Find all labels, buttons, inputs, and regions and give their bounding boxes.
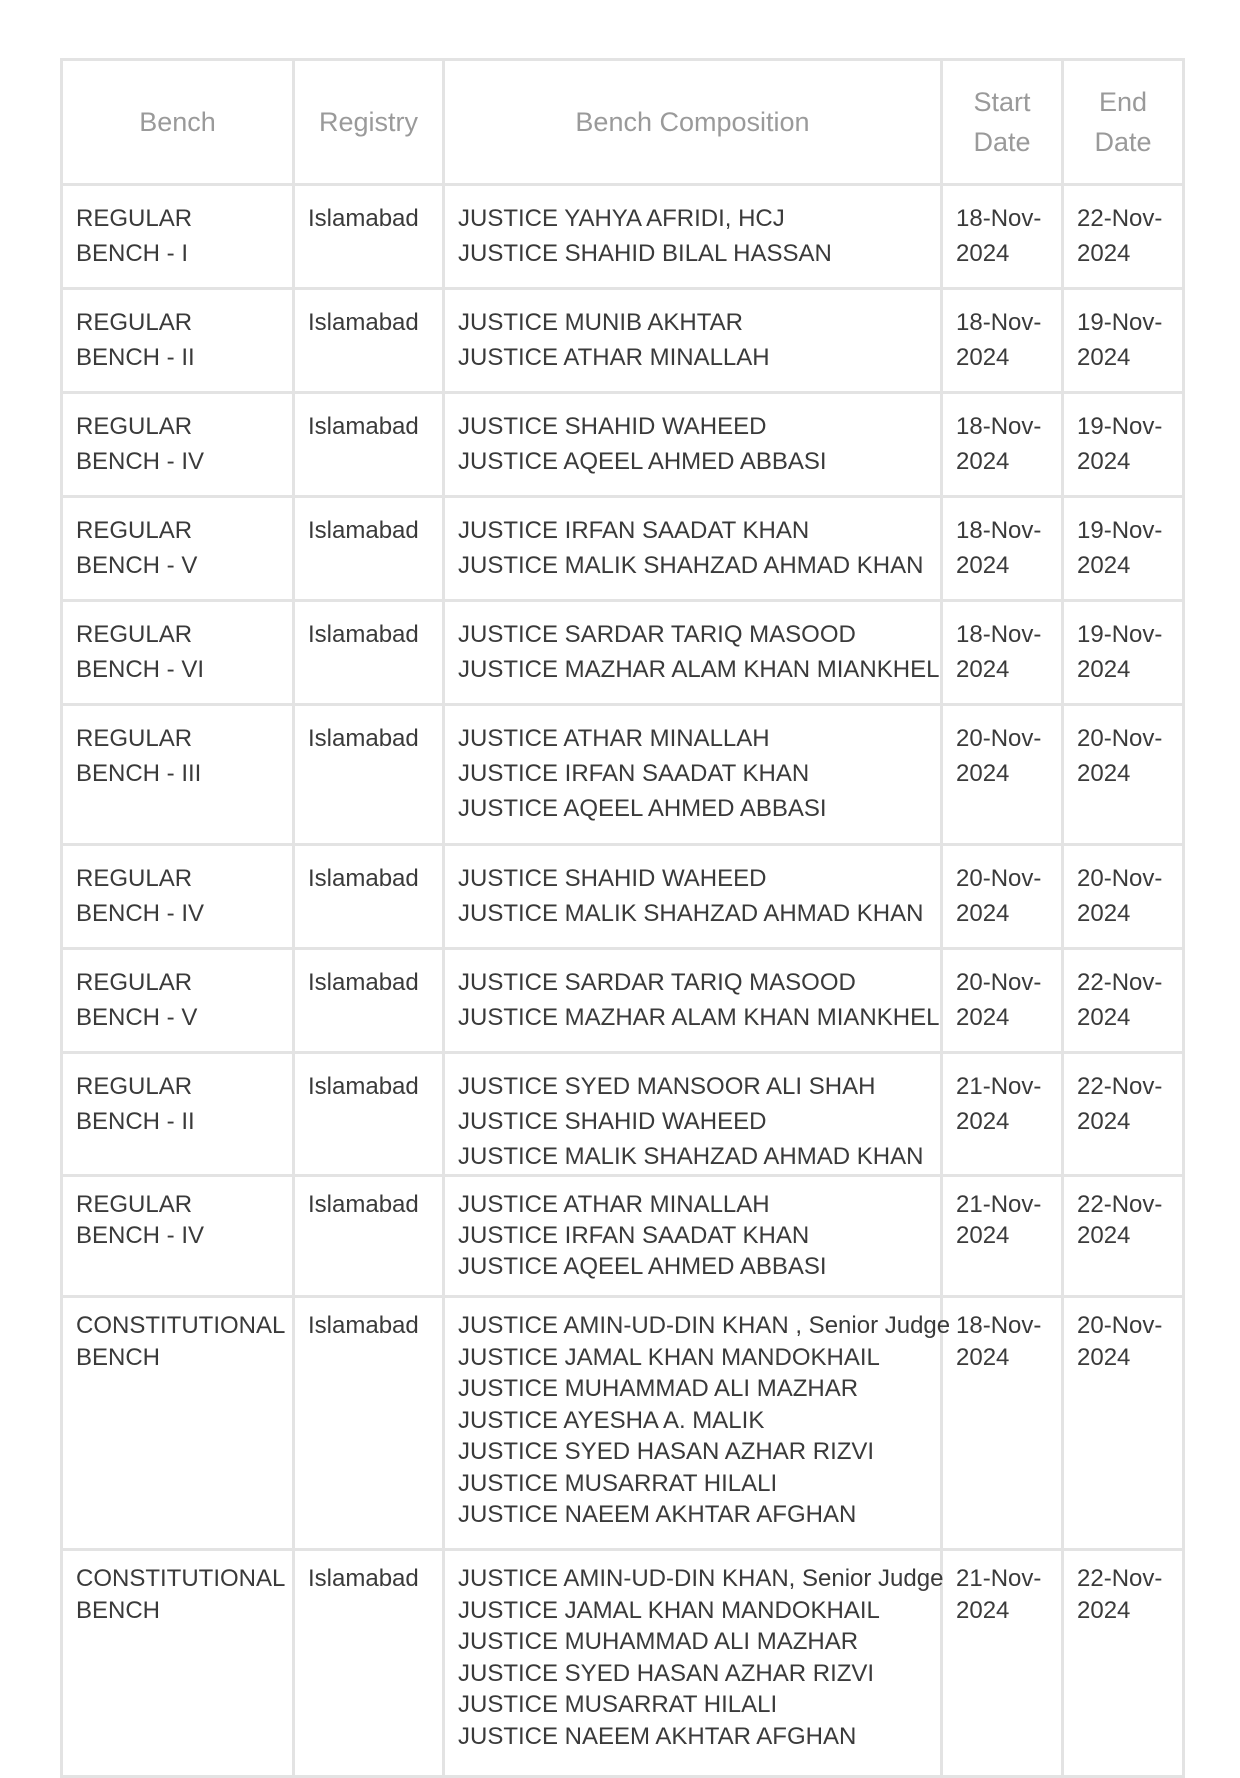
header-row [62, 60, 1184, 185]
bench-cell: REGULAR BENCH - III [62, 705, 294, 845]
header-registry: Registry [294, 60, 444, 185]
judge-name: JUSTICE MUHAMMAD ALI MAZHAR [458, 1628, 859, 1655]
header-bench: Bench [62, 60, 294, 185]
composition-cell [444, 1297, 951, 1550]
header-start-date: Start Date [942, 60, 1063, 185]
registry-cell: Islamabad [294, 1053, 444, 1176]
judge-name: JUSTICE MUSARRAT HILALI [458, 1691, 778, 1718]
composition-cell [444, 1550, 942, 1777]
composition-cell [444, 845, 942, 949]
judge-name: JUSTICE AMIN-UD-DIN KHAN, Senior Judge [458, 1565, 944, 1592]
end-date-cell: 19-Nov-2024 [1063, 393, 1184, 497]
judge-name: JUSTICE ATHAR MINALLAH [458, 1191, 770, 1218]
judge-name: JUSTICE AQEEL AHMED ABBASI [458, 1253, 827, 1280]
judge-name: JUSTICE NAEEM AKHTAR AFGHAN [458, 1501, 857, 1528]
table-row [62, 289, 1184, 393]
judge-name: JUSTICE JAMAL KHAN MANDOKHAIL [458, 1596, 880, 1624]
end-date-cell: 20-Nov-2024 [1063, 705, 1184, 845]
composition-cell [444, 393, 942, 497]
registry-cell: Islamabad [294, 949, 444, 1053]
table-row [62, 393, 1184, 497]
end-date-cell: 19-Nov-2024 [1063, 289, 1184, 393]
composition-cell [444, 1176, 942, 1297]
bench-cell: REGULAR BENCH - I [62, 185, 294, 289]
judge-name: JUSTICE SHAHID WAHEED [458, 413, 767, 440]
end-date-cell: 22-Nov-2024 [1063, 1053, 1184, 1176]
judge-name: JUSTICE AYESHA A. MALIK [458, 1406, 765, 1434]
judge-name: JUSTICE SYED MANSOOR ALI SHAH [458, 1073, 876, 1100]
judge-name: JUSTICE MUNIB AKHTAR [458, 309, 743, 336]
composition-cell [444, 949, 942, 1053]
start-date-cell: 21-Nov-2024 [942, 1550, 1063, 1777]
judge-name: JUSTICE MUSARRAT HILALI [458, 1469, 778, 1497]
judge-name: JUSTICE SARDAR TARIQ MASOOD [458, 621, 856, 648]
composition-cell [444, 497, 942, 601]
end-date-cell: 19-Nov-2024 [1063, 601, 1184, 705]
start-date-cell: 18-Nov-2024 [942, 185, 1063, 289]
judge-name: JUSTICE IRFAN SAADAT KHAN [458, 517, 810, 544]
bench-cell: REGULAR BENCH - IV [62, 845, 294, 949]
start-date-cell: 20-Nov-2024 [942, 705, 1063, 845]
header-composition: Bench Composition [444, 60, 942, 185]
start-date-cell: 18-Nov-2024 [942, 601, 1063, 705]
bench-cell: CONSTITUTIONAL BENCH [62, 1297, 294, 1550]
start-date-cell: 20-Nov-2024 [942, 949, 1063, 1053]
registry-cell: Islamabad [294, 289, 444, 393]
judge-name: JUSTICE MAZHAR ALAM KHAN MIANKHEL [458, 656, 940, 683]
table-row [62, 1297, 1184, 1550]
judge-name: JUSTICE AQEEL AHMED ABBASI [458, 795, 827, 822]
table-row [62, 1176, 1184, 1297]
table-row [62, 497, 1184, 601]
registry-cell: Islamabad [294, 705, 444, 845]
table-row [62, 1550, 1184, 1777]
composition-cell [444, 289, 942, 393]
bench-cell: REGULAR BENCH - V [62, 949, 294, 1053]
table-row [62, 949, 1184, 1053]
registry-cell: Islamabad [294, 1297, 444, 1550]
start-date-cell: 18-Nov-2024 [942, 289, 1063, 393]
table-row [62, 1053, 1184, 1176]
composition-cell [444, 1053, 942, 1176]
table-row [62, 845, 1184, 949]
judge-name: JUSTICE MUHAMMAD ALI MAZHAR [458, 1375, 859, 1402]
registry-cell: Islamabad [294, 1176, 444, 1297]
end-date-cell: 20-Nov-2024 [1063, 845, 1184, 949]
judge-name: JUSTICE SHAHID BILAL HASSAN [458, 240, 832, 267]
judge-name: JUSTICE MALIK SHAHZAD AHMAD KHAN [458, 552, 924, 579]
judge-name: JUSTICE SYED HASAN AZHAR RIZVI [458, 1659, 875, 1687]
bench-cell: REGULAR BENCH - IV [62, 393, 294, 497]
registry-cell: Islamabad [294, 1550, 444, 1777]
judge-name: JUSTICE MALIK SHAHZAD AHMAD KHAN [458, 900, 924, 927]
registry-cell: Islamabad [294, 393, 444, 497]
judge-name: JUSTICE ATHAR MINALLAH [458, 725, 770, 752]
bench-roster [60, 58, 1182, 1778]
composition-cell [444, 601, 942, 705]
start-date-cell: 20-Nov-2024 [942, 845, 1063, 949]
bench-table [60, 58, 1185, 1778]
end-date-cell: 22-Nov-2024 [1063, 1550, 1184, 1777]
judge-name: JUSTICE MALIK SHAHZAD AHMAD KHAN [458, 1143, 924, 1170]
bench-cell: REGULAR BENCH - II [62, 289, 294, 393]
end-date-cell: 22-Nov-2024 [1063, 1176, 1184, 1297]
table-row [62, 601, 1184, 705]
judge-name: JUSTICE MAZHAR ALAM KHAN MIANKHEL [458, 1004, 940, 1031]
judge-name: JUSTICE AMIN-UD-DIN KHAN , Senior Judge [458, 1312, 951, 1339]
start-date-cell: 18-Nov-2024 [942, 393, 1063, 497]
composition-cell [444, 185, 942, 289]
judge-name: JUSTICE SYED HASAN AZHAR RIZVI [458, 1438, 875, 1465]
table-body [62, 185, 1184, 1777]
bench-cell: REGULAR BENCH - VI [62, 601, 294, 705]
end-date-cell: 19-Nov-2024 [1063, 497, 1184, 601]
bench-cell: CONSTITUTIONAL BENCH [62, 1550, 294, 1777]
judge-name: JUSTICE ATHAR MINALLAH [458, 344, 770, 371]
registry-cell: Islamabad [294, 497, 444, 601]
judge-name: JUSTICE JAMAL KHAN MANDOKHAIL [458, 1343, 880, 1371]
judge-name: JUSTICE SHAHID WAHEED [458, 1108, 767, 1135]
table-row [62, 185, 1184, 289]
bench-cell: REGULAR BENCH - V [62, 497, 294, 601]
bench-cell: REGULAR BENCH - IV [62, 1176, 294, 1297]
registry-cell: Islamabad [294, 185, 444, 289]
judge-name: JUSTICE SHAHID WAHEED [458, 865, 767, 892]
start-date-cell: 18-Nov-2024 [942, 497, 1063, 601]
judge-name: JUSTICE AQEEL AHMED ABBASI [458, 448, 827, 475]
registry-cell: Islamabad [294, 845, 444, 949]
end-date-cell: 22-Nov-2024 [1063, 949, 1184, 1053]
start-date-cell: 21-Nov-2024 [942, 1176, 1063, 1297]
bench-cell: REGULAR BENCH - II [62, 1053, 294, 1176]
end-date-cell: 22-Nov-2024 [1063, 185, 1184, 289]
judge-name: JUSTICE YAHYA AFRIDI, HCJ [458, 205, 785, 232]
start-date-cell: 18-Nov-2024 [942, 1297, 1063, 1550]
end-date-cell: 20-Nov-2024 [1063, 1297, 1184, 1550]
table-row [62, 705, 1184, 845]
registry-cell: Islamabad [294, 601, 444, 705]
start-date-cell: 21-Nov-2024 [942, 1053, 1063, 1176]
judge-name: JUSTICE IRFAN SAADAT KHAN [458, 760, 810, 787]
judge-name: JUSTICE NAEEM AKHTAR AFGHAN [458, 1722, 857, 1750]
header-end-date: End Date [1063, 60, 1184, 185]
composition-cell [444, 705, 942, 845]
judge-name: JUSTICE SARDAR TARIQ MASOOD [458, 969, 856, 996]
judge-name: JUSTICE IRFAN SAADAT KHAN [458, 1222, 810, 1249]
